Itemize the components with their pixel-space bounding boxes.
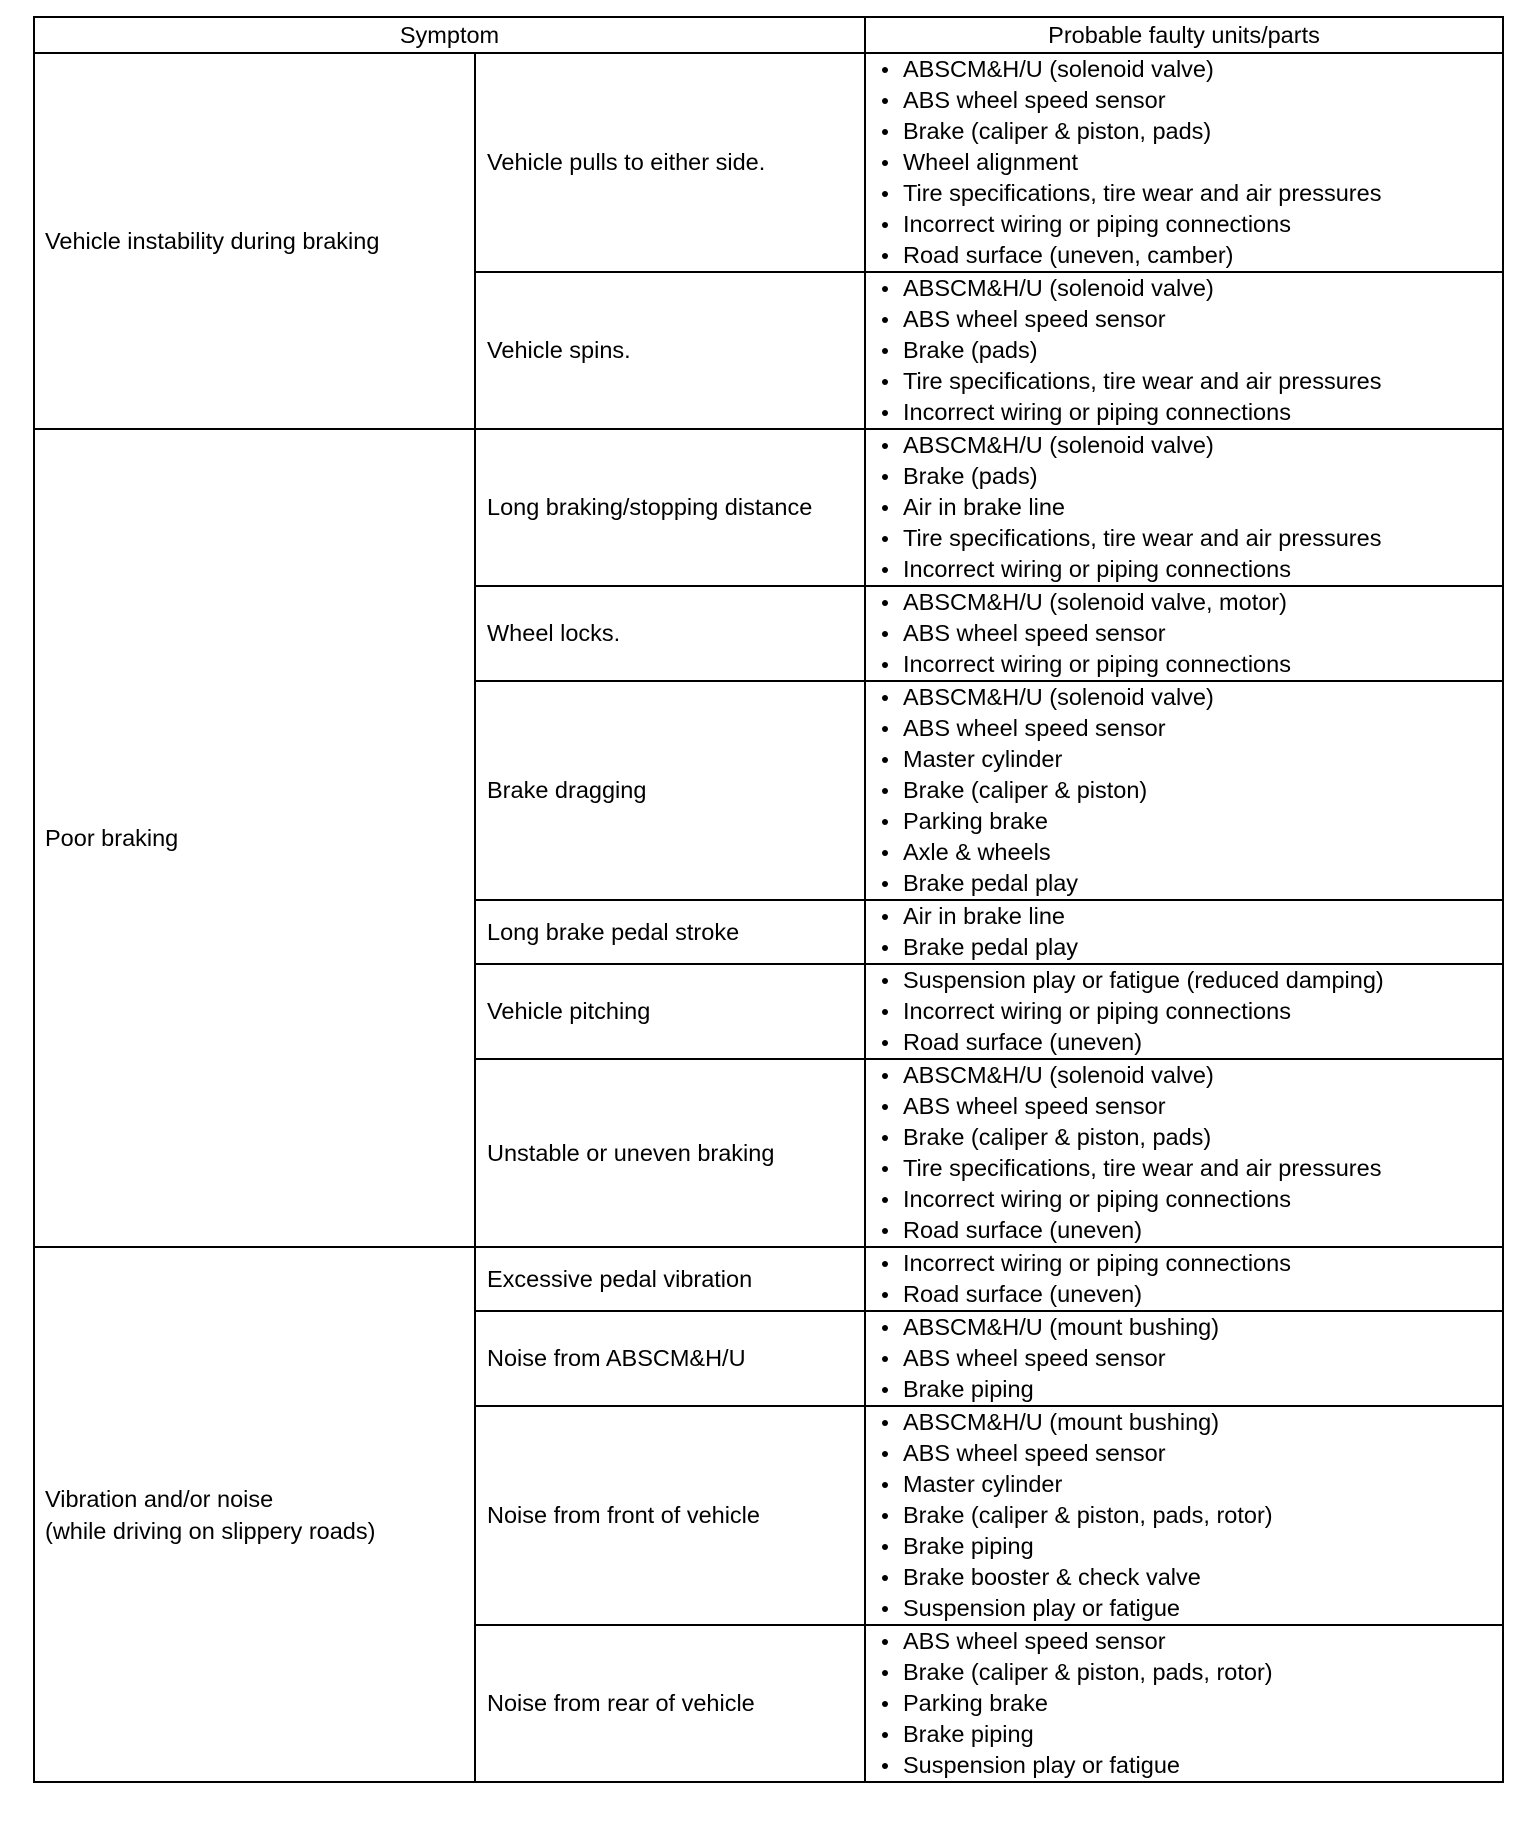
parts-list [876,430,1502,585]
symptom-cell: Long brake pedal stroke [475,900,865,964]
symptom-cell: Excessive pedal vibration [475,1247,865,1311]
part-item: Road surface (uneven, camber) [876,240,1502,271]
part-item: Brake (caliper & piston, pads, rotor) [876,1500,1502,1531]
part-item: ABS wheel speed sensor [876,1438,1502,1469]
part-item: Suspension play or fatigue [876,1593,1502,1624]
parts-cell [865,272,1503,429]
parts-cell [865,429,1503,586]
part-item: ABSCM&H/U (solenoid valve) [876,273,1502,304]
part-item: ABSCM&H/U (solenoid valve) [876,430,1502,461]
parts-list [876,1407,1502,1624]
part-item: Incorrect wiring or piping connections [876,1248,1502,1279]
symptom-cell: Vehicle spins. [475,272,865,429]
part-item: ABSCM&H/U (solenoid valve) [876,682,1502,713]
part-item: Road surface (uneven) [876,1215,1502,1246]
parts-list [876,682,1502,899]
parts-cell [865,1625,1503,1782]
part-item: ABS wheel speed sensor [876,85,1502,116]
part-item: Incorrect wiring or piping connections [876,397,1502,428]
parts-cell [865,1311,1503,1406]
symptom-cell: Vehicle pulls to either side. [475,53,865,272]
part-item: Incorrect wiring or piping connections [876,649,1502,680]
diagnosis-table [33,16,1504,1783]
symptom-cell: Noise from rear of vehicle [475,1625,865,1782]
part-item: Tire specifications, tire wear and air pressures [876,1153,1502,1184]
part-item: Road surface (uneven) [876,1279,1502,1310]
symptom-cell: Vehicle pitching [475,964,865,1059]
part-item: ABS wheel speed sensor [876,713,1502,744]
part-item: Brake pedal play [876,932,1502,963]
parts-list [876,1312,1502,1405]
part-item: ABSCM&H/U (solenoid valve) [876,54,1502,85]
part-item: Brake (caliper & piston, pads, rotor) [876,1657,1502,1688]
part-item: Road surface (uneven) [876,1027,1502,1058]
parts-list [876,587,1502,680]
part-item: Master cylinder [876,1469,1502,1500]
header-row [34,17,1503,53]
parts-cell [865,900,1503,964]
symptom-category-line: Poor braking [45,825,179,851]
part-item: ABS wheel speed sensor [876,1343,1502,1374]
part-item: Brake (pads) [876,335,1502,366]
symptom-cell: Brake dragging [475,681,865,900]
part-item: Brake (pads) [876,461,1502,492]
part-item: ABSCM&H/U (solenoid valve, motor) [876,587,1502,618]
symptom-category-line: (while driving on slippery roads) [45,1517,376,1544]
part-item: ABS wheel speed sensor [876,618,1502,649]
part-item: Axle & wheels [876,837,1502,868]
part-item: Tire specifications, tire wear and air pressures [876,178,1502,209]
symptom-category-line: Vehicle instability during braking [45,228,380,254]
parts-list [876,54,1502,271]
part-item: Brake (caliper & piston) [876,775,1502,806]
part-item: Suspension play or fatigue (reduced damping) [876,965,1502,996]
table-row [34,1247,1503,1311]
parts-cell [865,681,1503,900]
part-item: Suspension play or fatigue [876,1750,1502,1781]
part-item: ABSCM&H/U (mount bushing) [876,1407,1502,1438]
symptom-cell: Long braking/stopping distance [475,429,865,586]
parts-cell [865,53,1503,272]
table-row [34,53,1503,272]
parts-list [876,1626,1502,1781]
part-item: Incorrect wiring or piping connections [876,996,1502,1027]
part-item: Incorrect wiring or piping connections [876,1184,1502,1215]
parts-list [876,965,1502,1058]
table-body [34,53,1503,1782]
symptom-cell: Noise from front of vehicle [475,1406,865,1625]
part-item: Master cylinder [876,744,1502,775]
part-item: ABSCM&H/U (solenoid valve) [876,1060,1502,1091]
part-item: ABS wheel speed sensor [876,1091,1502,1122]
parts-list [876,1060,1502,1246]
symptom-category-cell [34,1247,475,1782]
part-item: Air in brake line [876,901,1502,932]
part-item: ABS wheel speed sensor [876,1626,1502,1657]
part-item: Parking brake [876,1688,1502,1719]
part-item: Brake piping [876,1531,1502,1562]
parts-cell [865,1247,1503,1311]
parts-cell [865,586,1503,681]
part-item: Brake (caliper & piston, pads) [876,1122,1502,1153]
symptom-cell: Wheel locks. [475,586,865,681]
symptom-category-cell [34,429,475,1247]
symptom-category-line: Vibration and/or noise [45,1485,274,1512]
symptom-category-cell [34,53,475,429]
header-symptom: Symptom [34,17,865,53]
part-item: Incorrect wiring or piping connections [876,209,1502,240]
parts-cell [865,964,1503,1059]
symptom-cell: Noise from ABSCM&H/U [475,1311,865,1406]
table-row [34,429,1503,586]
part-item: ABSCM&H/U (mount bushing) [876,1312,1502,1343]
part-item: Parking brake [876,806,1502,837]
parts-list [876,273,1502,428]
parts-cell [865,1406,1503,1625]
part-item: Brake (caliper & piston, pads) [876,116,1502,147]
part-item: Brake piping [876,1719,1502,1750]
part-item: ABS wheel speed sensor [876,304,1502,335]
header-parts: Probable faulty units/parts [865,17,1503,53]
part-item: Incorrect wiring or piping connections [876,554,1502,585]
parts-cell [865,1059,1503,1247]
parts-list [876,901,1502,963]
parts-list [876,1248,1502,1310]
part-item: Brake piping [876,1374,1502,1405]
part-item: Brake booster & check valve [876,1562,1502,1593]
part-item: Brake pedal play [876,868,1502,899]
part-item: Air in brake line [876,492,1502,523]
part-item: Tire specifications, tire wear and air pressures [876,366,1502,397]
part-item: Wheel alignment [876,147,1502,178]
part-item: Tire specifications, tire wear and air pressures [876,523,1502,554]
symptom-cell: Unstable or uneven braking [475,1059,865,1247]
